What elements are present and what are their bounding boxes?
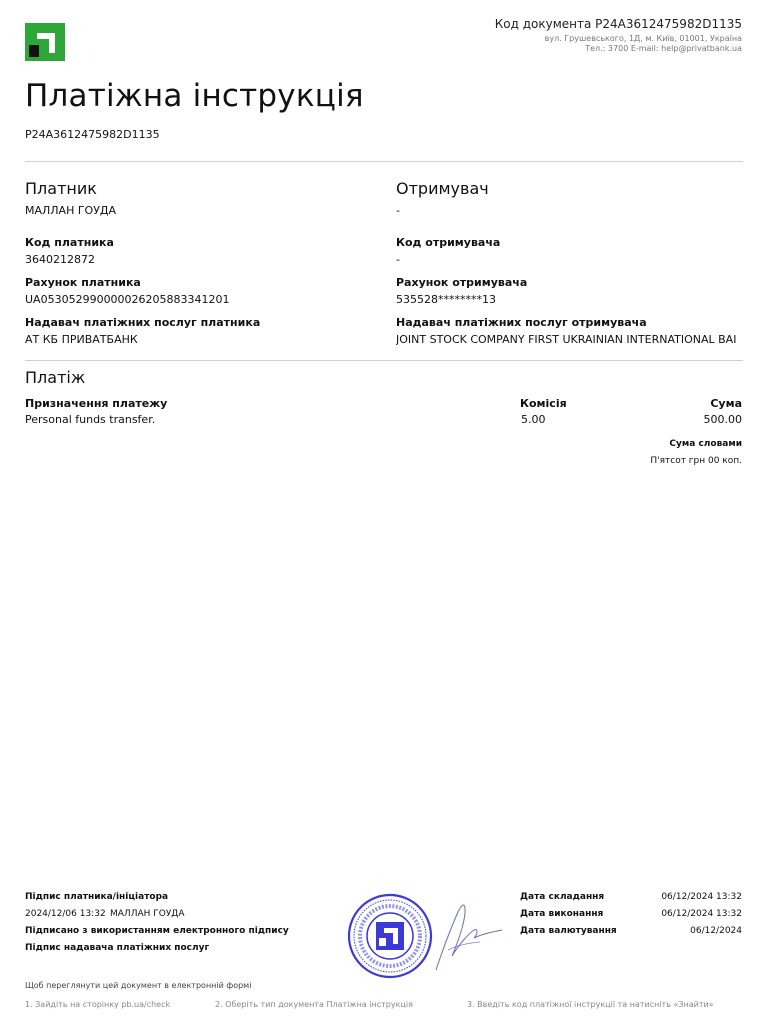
instruction-code: P24A3612475982D1135 [25,128,160,141]
recipient-heading: Отримувач [396,179,489,198]
page-title: Платіжна інструкція [25,78,364,114]
contact-line: Тел.: 3700 E-mail: help@privatbank.ua [585,44,742,53]
value-date: 06/12/2024 [690,926,742,936]
payer-provider-label: Надавач платіжних послуг платника [25,316,261,329]
payer-signature-label: Підпис платника/ініціатора [25,892,169,902]
payer-code-label: Код платника [25,236,114,249]
recipient-code: - [396,253,400,266]
footer-hint: Щоб переглянути цей документ в електронній формі [25,981,252,990]
commission-value: 5.00 [521,413,546,426]
recipient-code-label: Код отримувача [396,236,501,249]
payer-account: UA053052990000026205883341201 [25,293,230,306]
bank-stamp-icon [346,892,434,980]
created-date-label: Дата складання [520,892,605,902]
document-code: Код документа P24A3612475982D1135 [494,17,742,31]
divider [25,360,743,361]
divider [25,161,743,162]
payer-heading: Платник [25,179,97,198]
recipient-provider-label: Надавач платіжних послуг отримувача [396,316,647,329]
privatbank-logo-icon [25,23,65,61]
signed-datetime: 2024/12/06 13:32 [25,909,106,919]
bank-address [545,34,742,54]
payer-name: МАЛЛАН ГОУДА [25,204,117,217]
purpose-label: Призначення платежу [25,397,168,410]
footer-step-1: 1. Зайдіть на сторінку pb.ua/check [25,1000,171,1009]
payer-account-label: Рахунок платника [25,276,141,289]
created-date: 06/12/2024 13:32 [661,892,742,902]
provider-signature-label: Підпис надавача платіжних послуг [25,943,210,953]
value-date-label: Дата валютування [520,926,617,936]
recipient-name: - [396,204,400,217]
amount-words-label: Сума словами [669,439,742,449]
executed-date: 06/12/2024 13:32 [661,909,742,919]
commission-label: Комісія [520,397,567,410]
signer-name: МАЛЛАН ГОУДА [110,909,185,919]
footer-step-3: 3. Введіть код платіжної інструкції та натисніть «Знайти» [467,1000,714,1009]
payment-heading: Платіж [25,368,86,387]
amount-label: Сума [710,397,742,410]
recipient-provider: JOINT STOCK COMPANY FIRST UKRAINIAN INTERNATIONAL BAI [396,333,737,346]
e-signature-note: Підписано з використанням електронного підпису [25,926,289,936]
recipient-account: 535528********13 [396,293,496,306]
payer-provider: АТ КБ ПРИВАТБАНК [25,333,138,346]
amount-value: 500.00 [703,413,742,426]
address-line: вул. Грушевського, 1Д, м. Київ, 01001, Україна [544,34,742,43]
executed-date-label: Дата виконання [520,909,604,919]
handwritten-signature-icon [428,890,508,980]
footer-step-2: 2. Оберіть тип документа Платіжна інструкція [215,1000,413,1009]
recipient-account-label: Рахунок отримувача [396,276,528,289]
purpose-value: Personal funds transfer. [25,413,156,426]
amount-words-value: П'ятсот грн 00 коп. [650,456,742,466]
payer-code: 3640212872 [25,253,95,266]
